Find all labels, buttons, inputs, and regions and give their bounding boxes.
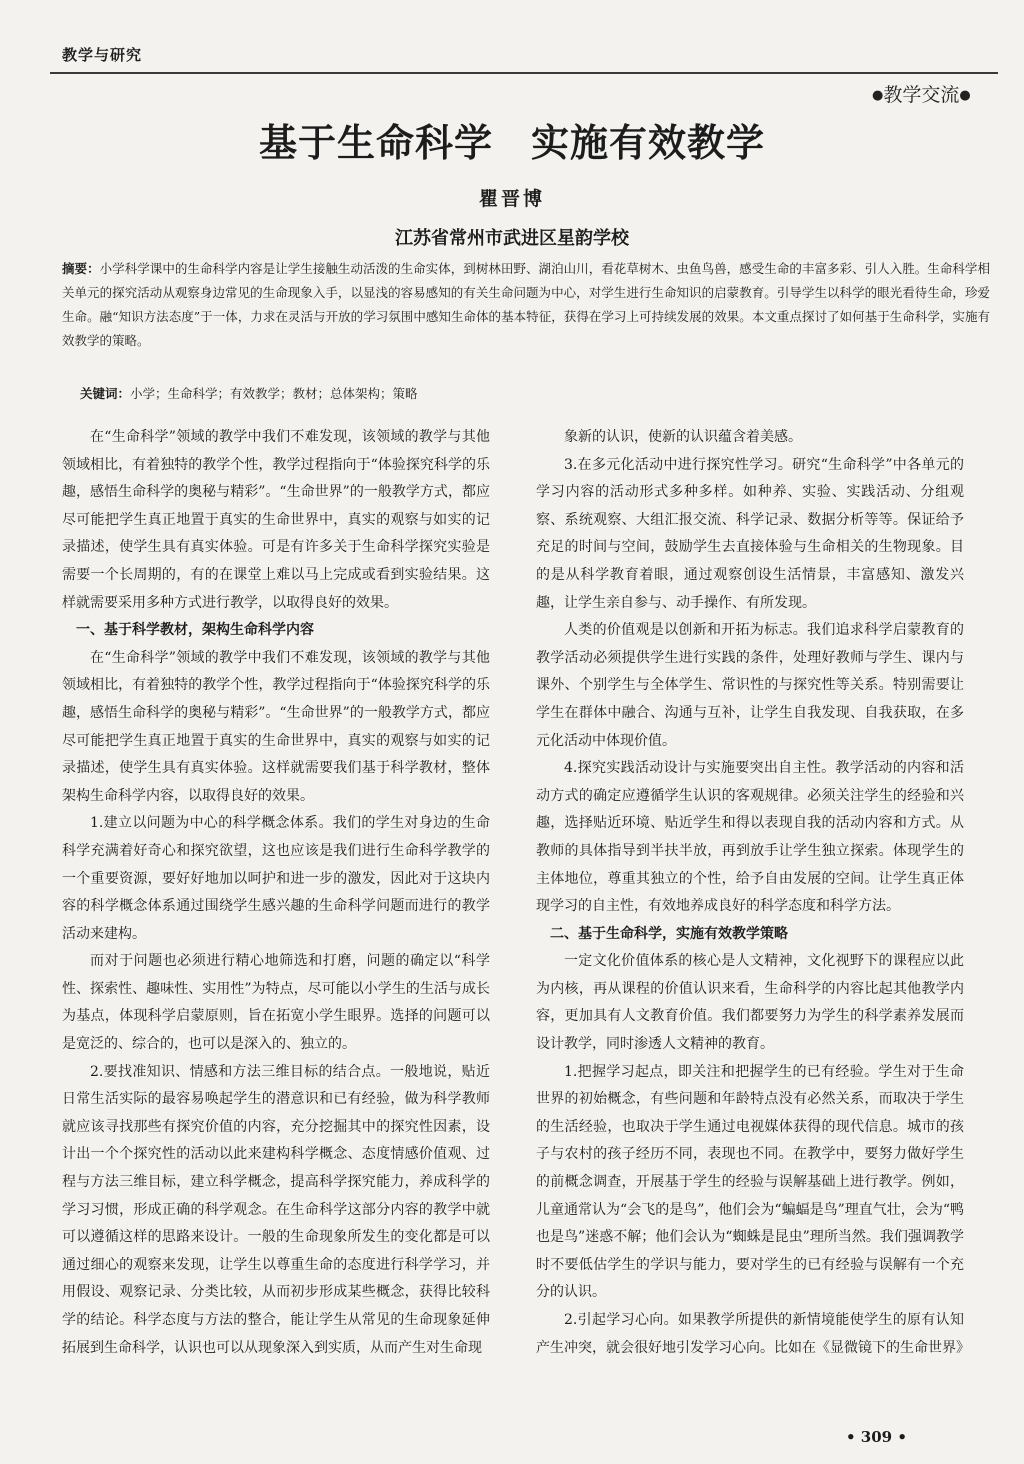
paragraph: 1.把握学习起点，即关注和把握学生的已有经验。学生对于生命世界的初始概念，有些问题和年龄特点没有必然关系，而取决于学生的生活经验，也取决于学生通过电视媒体获得的现代信息。城市的孩子与农村的孩子经历不同，表现也不同。在教学中，要努力做好学生的前概念调查，开展基于学生的经验与误解基础上进行教学。例如，儿童通常认为“会飞的是鸟”，他们会为“蝙蝠是鸟”理直气壮，会为“鸭也是鸟”迷惑不解；他们会认为“蜘蛛是昆虫”理所当然。我们强调教学时不要低估学生的学识与能力，要对学生的已有经验与误解有一个充分的认识。 xyxy=(536,1063,964,1301)
bullet-icon: ● xyxy=(959,88,971,103)
title-part-1: 基于生命科学 xyxy=(258,121,493,165)
section-heading-1: 一、基于科学教材，架构生命科学内容 xyxy=(76,622,314,639)
paragraph: 在“生命科学”领域的教学中我们不难发现，该领域的教学与其他领域相比，有着独特的教学个性，教学过程指向于“体验探究科学的乐趣，感悟生命科学的奥秘与精彩”。“生命世界”的一般教学方式，都应尽可能把学生真正地置于真实的生命世界中，真实的观察与如实的记录描述，使学生具有真实体验。可是有许多关于生命科学探究实验是需要一个长周期的，有的在课堂上难以马上完成或看到实验结果。这样就需要采用多种方式进行教学，以取得良好的效果。 xyxy=(62,429,490,611)
paragraph: 3.在多元化活动中进行探究性学习。研究“生命科学”中各单元的学习内容的活动形式多种多样。如种养、实验、实践活动、分组观察、系统观察、大组汇报交流、科学记录、数据分析等等。保证给予充足的时间与空间，鼓励学生去直接体验与生命相关的生物现象。目的是从科学教育着眼，通过观察创设生活情景，丰富感知、激发兴趣，让学生亲自参与、动手操作、有所发现。 xyxy=(536,456,964,611)
paragraph: 而对于问题也必须进行精心地筛选和打磨，问题的确定以“科学性、探索性、趣味性、实用性”为特点，尽可能以小学生的生活与成长为基点，体现科学启蒙原则，旨在拓宽小学生眼界。选择的问题可以是宽泛的、综合的，也可以是深入的、独立的。 xyxy=(62,953,490,1053)
column-tag-label: 教学交流 xyxy=(883,84,960,106)
paragraph: 2.要找准知识、情感和方法三维目标的结合点。一般地说，贴近日常生活实际的最容易唤起学生的潜意识和已有经验，做为科学教师就应该寻找那些有探究价值的内容，充分挖掘其中的探究性因素，设计出一个个探究性的活动以此来建构科学概念、态度情感价值观、过程与方法三维目标，建立科学概念，提高科学探究能力，养成科学的学习习惯，形成正确的科学观念。在生命科学这部分内容的教学中就可以遵循这样的思路来设计。一般的生命现象所发生的变化都是可以通过细心的观察来发现，让学生以尊重生命的态度进行科学学习，并用假设、观察记录、分类比较，从而初步形成某些概念，获得比较科学的结论。科学态度与方法的整合，能让学生从常见的生命现象延伸拓展到生命科学，认识也可以从现象深入到实质，从而产生对生命现 xyxy=(62,1063,490,1356)
left-column xyxy=(62,424,490,1362)
abstract-label: 摘要： xyxy=(62,261,100,276)
keywords xyxy=(80,382,980,406)
paragraph: 象新的认识，使新的认识蕴含着美感。 xyxy=(564,429,802,445)
keywords-label: 关键词： xyxy=(80,386,131,401)
paragraph: 2.引起学习心向。如果教学所提供的新情境能使学生的原有认知产生冲突，就会很好地引发学习心向。比如在《显微镜下的生命世界》 xyxy=(536,1312,970,1356)
column-tag xyxy=(872,80,1000,107)
paragraph: 4.探究实践活动设计与实施要突出自主性。教学活动的内容和活动方式的确定应遵循学生认识的客观规律。必须关注学生的经验和兴趣，选择贴近环境、贴近学生和得以表现自我的活动内容和方式。从教师的具体指导到半扶半放，再到放手让学生独立探索。体现学生的主体地位，尊重其独立的个性，给予自由发展的空间。让学生真正体现学习的自主性，有效地养成良好的科学态度和科学方法。 xyxy=(536,760,964,915)
paragraph: 一定文化价值体系的核心是人文精神，文化视野下的课程应以此为内核，再从课程的价值认识来看，生命科学的内容比起其他教学内容，更加具有人文教育价值。我们都要努力为学生的科学素养发展而设计教学，同时渗透人文精神的教育。 xyxy=(536,953,964,1053)
bullet-icon: ● xyxy=(872,88,884,103)
abstract xyxy=(62,257,990,353)
paragraph: 1.建立以问题为中心的科学概念体系。我们的学生对身边的生命科学充满着好奇心和探究欲望，这也应该是我们进行生命科学教学的一个重要资源，要好好地加以呵护和进一步的激发，因此对于这块内容的科学概念体系通过围绕学生感兴趣的生命科学问题而进行的教学活动来建构。 xyxy=(62,815,490,942)
affiliation: 江苏省常州市武进区星韵学校 xyxy=(395,228,629,249)
author: 瞿晋博 xyxy=(478,188,545,210)
right-column xyxy=(536,424,970,1362)
title-part-2: 实施有效教学 xyxy=(531,121,766,165)
abstract-text: 小学科学课中的生命科学内容是让学生接触生动活泼的生命实体，到树林田野、湖泊山川，看花草树木、虫鱼鸟兽，感受生命的丰富多彩、引人入胜。生命科学相关单元的探究活动从观察身边常见的生命现象入手，以显浅的容易感知的有关生命问题为中心，对学生进行生命知识的启蒙教育。引导学生以科学的眼光看待生命，珍爱生命。融“知识方法态度”于一体，力求在灵活与开放的学习氛围中感知生命体的基本特征，获得在学习上可持续发展的效果。本文重点探讨了如何基于生命科学，实施有效教学的策略。 xyxy=(62,261,990,348)
keywords-text: 小学；生命科学；有效教学；教材；总体架构；策略 xyxy=(130,386,418,401)
article-title xyxy=(0,112,1024,167)
header-rule xyxy=(50,72,998,74)
paragraph: 在“生命科学”领域的教学中我们不难发现，该领域的教学与其他领域相比，有着独特的教学个性，教学过程指向于“体验探究科学的乐趣，感悟生命科学的奥秘与精彩”。“生命世界”的一般教学方式，都应尽可能把学生真正地置于真实的生命世界中，真实的观察与如实的记录描述，使学生具有真实体验。这样就需要我们基于科学教材，整体架构生命科学内容，以取得良好的效果。 xyxy=(62,649,490,804)
section-heading-2: 二、基于生命科学，实施有效教学策略 xyxy=(550,925,788,942)
page-number: • 309 • xyxy=(846,1428,907,1446)
paragraph: 人类的价值观是以创新和开拓为标志。我们追求科学启蒙教育的教学活动必须提供学生进行实践的条件，处理好教师与学生、课内与课外、个别学生与全体学生、常识性的与探究性等关系。特别需要让学生在群体中融合、沟通与互补，让学生自我发现、自我获取，在多元化活动中体现价值。 xyxy=(536,622,964,749)
journal-name: 教学与研究 xyxy=(62,46,143,64)
